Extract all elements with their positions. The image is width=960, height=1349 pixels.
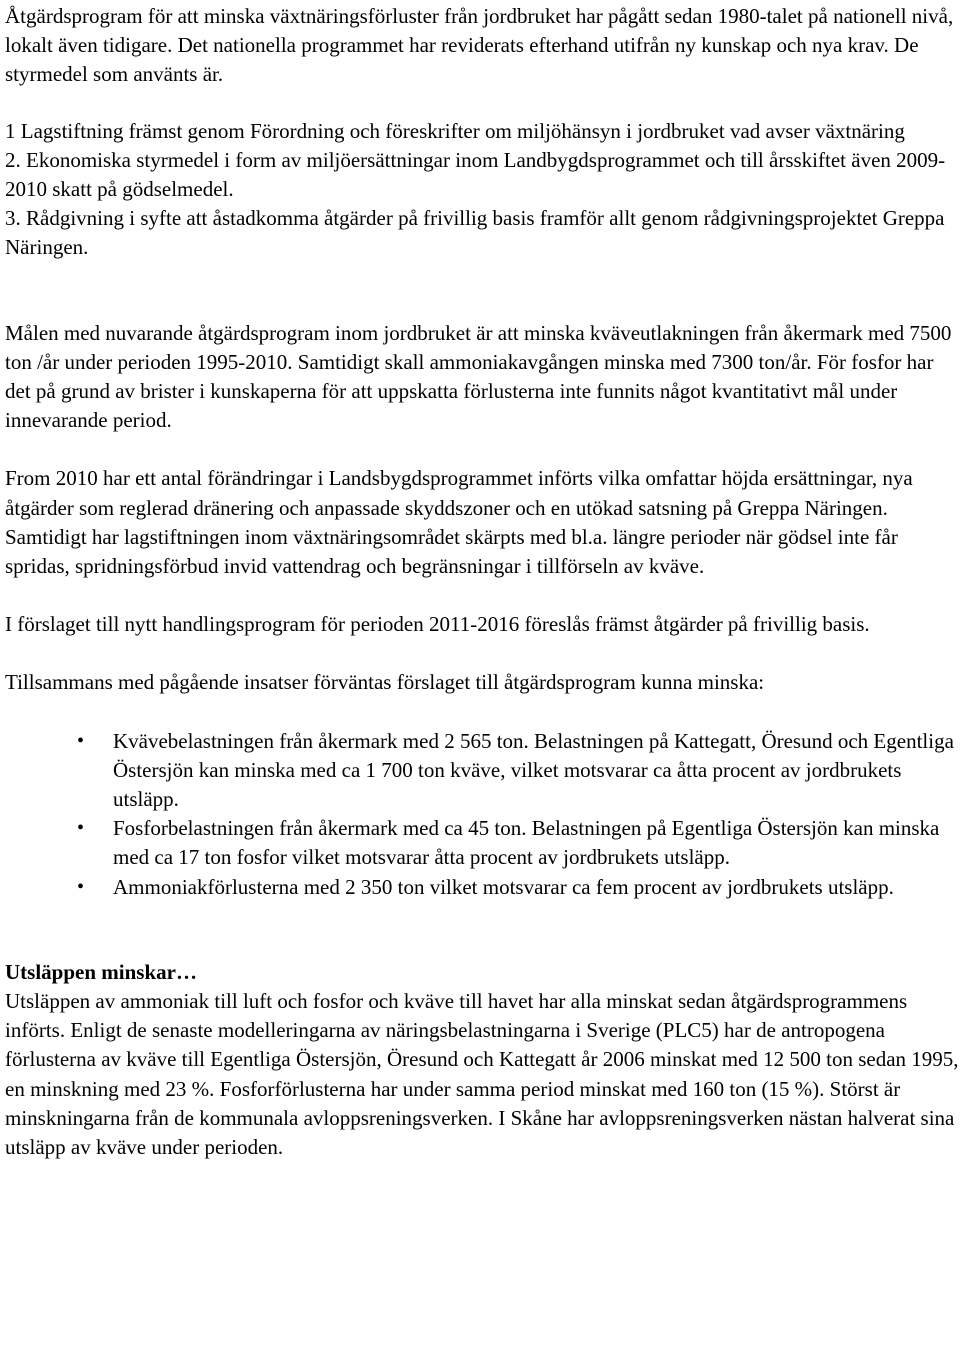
list-item <box>5 873 960 902</box>
reduction-list <box>5 727 960 902</box>
bullet-icon: • <box>77 729 85 752</box>
measure-item-1: 1 Lagstiftning främst genom Förordning och föreskrifter om miljöhänsyn i jordbruket vad avser växtnäring <box>5 118 905 143</box>
bullet-icon: • <box>77 875 85 898</box>
list-item-text: Kvävebelastningen från åkermark med 2 565 ton. Belastningen på Kattegatt, Öresund och Egentliga Östersjön kan minska med ca 1 700 ton kväve, vilket motsvarar ca åtta procent av jordbrukets utsläpp. <box>113 728 954 812</box>
list-item <box>5 727 960 815</box>
document-page <box>5 2 960 1162</box>
list-item-text: Fosforbelastningen från åkermark med ca 45 ton. Belastningen på Egentliga Östersjön kan minska med ca 17 ton fosfor vilket motsvarar åtta procent av jordbrukets utsläpp. <box>113 816 940 870</box>
changes-paragraph: From 2010 har ett antal förändringar i Landsbygdsprogrammet införts vilka omfattar höjda ersättningar, nya åtgärder som reglerad dränering och anpassade skyddszoner och en utökad satsning på Greppa Näringen. Samtidigt har lagstiftningen inom växtnäringsområdet skärpts med bl.a. längre perioder när gödsel inte får spridas, spridningsförbud invid vattendrag och begränsningar i tillförseln av kväve. <box>5 466 913 579</box>
measure-item-3: 3. Rådgivning i syfte att åstadkomma åtgärder på frivillig basis framför allt genom rådgivningsprojektet Greppa Näringen. <box>5 206 945 260</box>
proposal-paragraph: I förslaget till nytt handlingsprogram för perioden 2011-2016 föreslås främst åtgärder på frivillig basis. <box>5 612 870 637</box>
measure-item-2: 2. Ekonomiska styrmedel i form av miljöersättningar inom Landbygdsprogrammet och till årsskiftet även 2009-2010 skatt på gödselmedel. <box>5 147 946 202</box>
list-item <box>5 814 960 872</box>
reduced-paragraph: Utsläppen av ammoniak till luft och fosfor och kväve till havet har alla minskat sedan åtgärdsprogrammens införts. Enligt de senaste modelleringarna av näringsbelastningarna i Sverige (PLC5) har de antropogena förlusterna av kväve till Egentliga Östersjön, Öresund och Kattegatt år 2006 minskat med 12 500 ton sedan 1995, en minskning med 23 %. Fosforförlusterna har under samma period minskat med 160 ton (15 %). Störst är minskningarna från de kommunala avloppsreningsverken. I Skåne har avloppsreningsverken nästan halverat sina utsläpp av kväve under perioden. <box>5 989 959 1160</box>
list-item-text: Ammoniakförlusterna med 2 350 ton vilket motsvarar ca fem procent av jordbrukets utsläpp. <box>113 874 894 899</box>
together-paragraph: Tillsammans med pågående insatser förväntas förslaget till åtgärdsprogram kunna minska: <box>5 670 765 695</box>
goals-paragraph: Målen med nuvarande åtgärdsprogram inom jordbruket är att minska kväveutlakningen från åkermark med 7500 ton /år under perioden 1995-2010. Samtidigt skall ammoniakavgången minska med 7300 ton/år. För fosfor har det på grund av brister i kunskaperna för att uppskatta förlusterna inte funnits något kvantitativt mål under innevarande period. <box>5 320 952 433</box>
bullet-icon: • <box>77 817 85 840</box>
section-heading: Utsläppen minskar… <box>5 959 197 984</box>
intro-paragraph: Åtgärdsprogram för att minska växtnäringsförluster från jordbruket har pågått sedan 1980-talet på nationell nivå, lokalt även tidigare. Det nationella programmet har reviderats efterhand utifrån ny kunskap och nya krav. De styrmedel som använts är. <box>5 4 954 87</box>
